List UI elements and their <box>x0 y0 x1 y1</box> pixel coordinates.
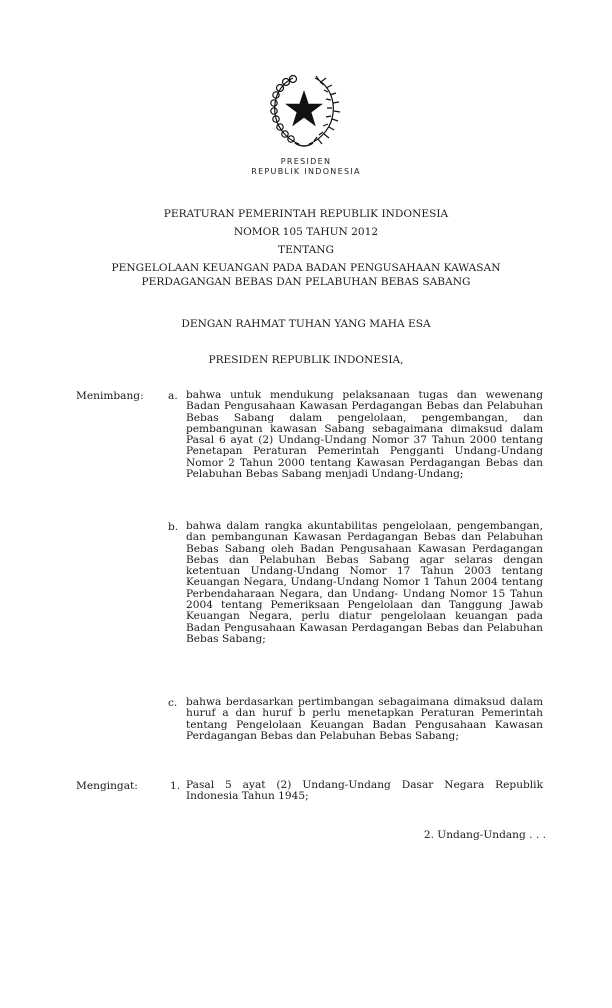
mengingat-item-1-marker: 1. <box>170 780 181 792</box>
institution-line-1: PRESIDEN <box>280 157 332 166</box>
menimbang-item-b-marker: b. <box>168 521 179 533</box>
menimbang-label: Menimbang: <box>76 390 144 402</box>
regulation-subject-line-1: PENGELOLAAN KEUANGAN PADA BADAN PENGUSAHAAN KAWASAN <box>111 262 501 274</box>
regulation-number: NOMOR 105 TAHUN 2012 <box>233 226 379 238</box>
menimbang-item-c-marker: c. <box>168 697 178 709</box>
menimbang-item-a-marker: a. <box>168 390 178 402</box>
regulation-about: TENTANG <box>278 244 334 256</box>
institution-line-2: REPUBLIK INDONESIA <box>251 167 361 176</box>
menimbang-item-a-text: bahwa untuk mendukung pelaksanaan tugas dan wewenang Badan Pengusahaan Kawasan Perdagangan Bebas dan Pelabuhan Bebas Sabang dalam pengelolaan, pengembangan, dan pembangunan kawasan Sabang sebagaimana dimaksud dalam Pasal 6 ayat (2) Undang-Undang Nomor 37 Tahun 2000 tentang Penetapan Peraturan Pemerintah Pengganti Undang-Undang Nomor 2 Tahun 2000 tentang Kawasan Perdagangan Bebas dan Pelabuhan Bebas Sabang menjadi Undang-Undang; <box>186 389 543 481</box>
regulation-title: PERATURAN PEMERINTAH REPUBLIK INDONESIA <box>163 208 449 220</box>
mengingat-item-1-text: Pasal 5 ayat (2) Undang-Undang Dasar Negara Republik Indonesia Tahun 1945; <box>186 779 543 803</box>
menimbang-item-c-text: bahwa berdasarkan pertimbangan sebagaimana dimaksud dalam huruf a dan huruf b perlu menetapkan Peraturan Pemerintah tentang Pengelolaan Keuangan Badan Pengusahaan Kawasan Perdagangan Bebas dan Pelabuhan Bebas Sabang; <box>186 696 543 742</box>
invocation: DENGAN RAHMAT TUHAN YANG MAHA ESA <box>181 318 431 330</box>
president-heading: PRESIDEN REPUBLIK INDONESIA, <box>208 354 404 366</box>
regulation-subject-line-2: PERDAGANGAN BEBAS DAN PELABUHAN BEBAS SABANG <box>141 276 471 288</box>
garuda-emblem-icon <box>263 70 345 150</box>
mengingat-label: Mengingat: <box>76 780 138 792</box>
menimbang-item-b-text: bahwa dalam rangka akuntabilitas pengelolaan, pengembangan, dan pembangunan Kawasan Perdagangan Bebas dan Pelabuhan Bebas Sabang oleh Badan Pengusahaan Kawasan Perdagangan Bebas dan Pelabuhan Bebas Sabang agar selaras dengan ketentuan Undang-Undang Nomor 17 Tahun 2003 tentang Keuangan Negara, Undang-Undang Nomor 1 Tahun 2004 tentang Perbendaharaan Negara, dan Undang- Undang Nomor 15 Tahun 2004 tentang Pemeriksaan Pengelolaan dan Tanggung Jawab Keuangan Negara, perlu diatur pengelolaan keuangan pada Badan Pengusahaan Kawasan Perdagangan Bebas dan Pelabuhan Bebas Sabang; <box>186 520 543 645</box>
continuation-note: 2. Undang-Undang . . . <box>423 829 546 841</box>
